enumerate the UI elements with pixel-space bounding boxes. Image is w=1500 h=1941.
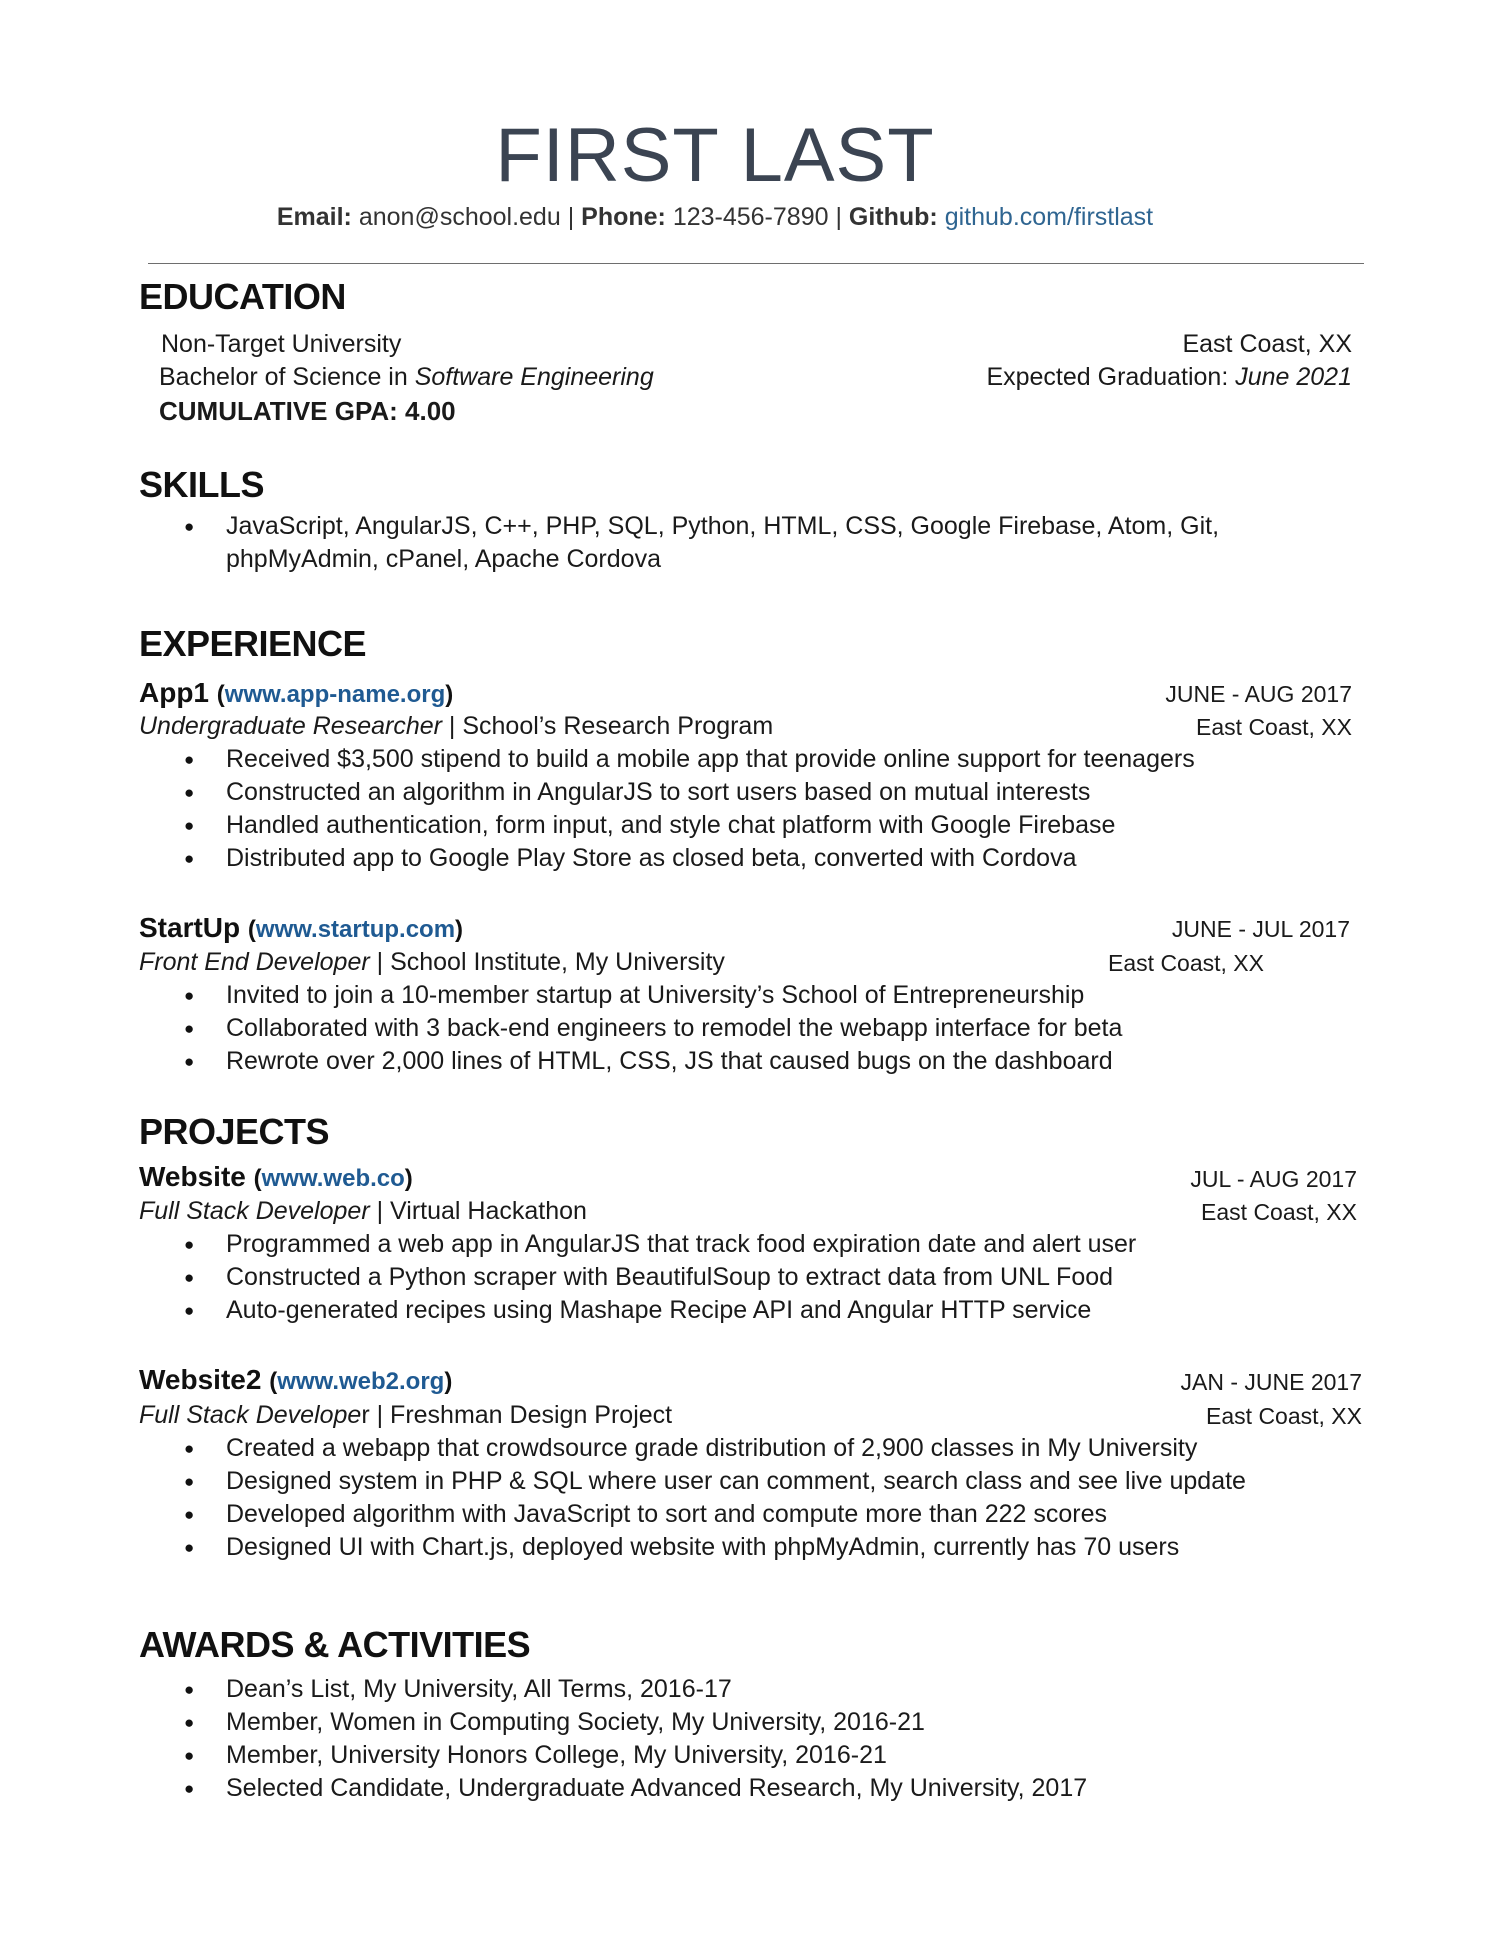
bullet-item: ● Invited to join a 10-member startup at University’s School of Entrepreneurship [184,979,1122,1012]
github-link[interactable]: github.com/firstlast [944,203,1154,231]
skills-list [184,510,1286,576]
entry-name: App1 [139,677,209,708]
bullet-item: ● Designed UI with Chart.js, deployed website with phpMyAdmin, currently has 70 users [184,1531,1246,1564]
entry-url-link[interactable]: www.web2.org [277,1368,445,1395]
entry-location: East Coast, XX [1201,1199,1357,1225]
bullet-item: ● Handled authentication, form input, and style chat platform with Google Firebase [184,809,1195,842]
entry-bullets [184,1228,1136,1327]
entry-org: | School’s Research Program [441,712,774,740]
entry-role: Front End Developer [139,948,370,976]
experience-heading: EXPERIENCE [139,623,367,664]
entry-role-line [139,714,773,739]
project-entry-title: Website (www.web.co) [139,1161,413,1192]
entry-role-line [139,1199,587,1224]
award-item: ● Selected Candidate, Undergraduate Advanced Research, My University, 2017 [184,1772,1087,1805]
entry-dates: JUNE - JUL 2017 [1171,916,1350,942]
github-label: Github: [848,203,938,231]
award-item: ● Member, Women in Computing Society, My University, 2016-21 [184,1706,1087,1739]
entry-name: StartUp [139,912,241,943]
entry-role-line [139,950,725,975]
award-item: ● Member, University Honors College, My University, 2016-21 [184,1739,1087,1772]
entry-location: East Coast, XX [1108,950,1264,976]
skills-item: ● JavaScript, AngularJS, C++, PHP, SQL, Python, HTML, CSS, Google Firebase, Atom, Git, phpMyAdmin, cPanel, Apache Cordova [184,510,1286,576]
bullet-item: ● Created a webapp that crowdsource grade distribution of 2,900 classes in My University [184,1432,1246,1465]
resume-name: FIRST LAST [495,113,935,198]
graduation-date: June 2021 [1235,363,1352,391]
entry-role: Full Stack Develope [139,1401,362,1429]
entry-dates: JUNE - AUG 2017 [1165,681,1352,707]
entry-role-line [139,1403,672,1428]
graduation-prefix: Expected Graduation: [986,363,1236,391]
email-value: anon@school.edu [358,203,561,231]
entry-url-link[interactable]: www.app-name.org [224,681,446,708]
entry-url-link[interactable]: www.startup.com [255,916,456,943]
skills-heading: SKILLS [139,464,265,505]
entry-role: Full Stack Developer [139,1197,370,1225]
bullet-item: ● Auto-generated recipes using Mashape Recipe API and Angular HTTP service [184,1294,1136,1327]
contact-separator: | [828,203,849,231]
bullet-item: ● Constructed a Python scraper with BeautifulSoup to extract data from UNL Food [184,1261,1136,1294]
entry-dates: JAN - JUNE 2017 [1180,1369,1362,1395]
bullet-item: ● Designed system in PHP & SQL where user can comment, search class and see live update [184,1465,1246,1498]
education-school: Non-Target University [161,330,402,358]
bullet-item: ● Developed algorithm with JavaScript to sort and compute more than 222 scores [184,1498,1246,1531]
degree-major: Software Engineering [414,363,654,391]
entry-dates: JUL - AUG 2017 [1190,1166,1357,1192]
entry-name: Website [139,1161,246,1192]
bullet-item: ● Programmed a web app in AngularJS that track food expiration date and alert user [184,1228,1136,1261]
award-item: ● Dean’s List, My University, All Terms, 2016-17 [184,1673,1087,1706]
bullet-item: ● Rewrote over 2,000 lines of HTML, CSS, JS that caused bugs on the dashboard [184,1045,1122,1078]
degree-prefix: Bachelor of Science in [159,363,415,391]
contact-line [0,203,1430,232]
entry-org: | Freshman Design Project [369,1401,673,1429]
entry-bullets [184,743,1195,875]
experience-entry-title: StartUp (www.startup.com) [139,912,464,943]
awards-heading: AWARDS & ACTIVITIES [139,1624,531,1665]
contact-separator: | [560,203,582,231]
entry-url-link[interactable]: www.web.co [261,1165,405,1192]
experience-entry-title: App1 (www.app-name.org) [139,677,454,708]
email-label: Email: [276,203,352,231]
education-graduation [986,365,1352,390]
entry-bullets [184,979,1122,1078]
header-divider [148,263,1364,264]
education-heading: EDUCATION [139,276,346,317]
entry-org: | School Institute, My University [369,948,725,976]
entry-name: Website2 [139,1364,262,1395]
bullet-item: ● Collaborated with 3 back-end engineers to remodel the webapp interface for beta [184,1012,1122,1045]
project-entry-title: Website2 (www.web2.org) [139,1364,453,1395]
education-degree [159,365,654,390]
projects-heading: PROJECTS [139,1111,330,1152]
entry-org: | Virtual Hackathon [369,1197,587,1225]
entry-location: East Coast, XX [1206,1403,1362,1429]
entry-role-tail: r [361,1401,370,1429]
entry-role: Undergraduate Researcher [139,712,442,740]
education-gpa: CUMULATIVE GPA: 4.00 [159,396,456,426]
education-location: East Coast, XX [1182,330,1352,358]
entry-bullets [184,1432,1246,1564]
bullet-item: ● Distributed app to Google Play Store as closed beta, converted with Cordova [184,842,1195,875]
phone-value: 123-456-7890 [672,203,829,231]
awards-list [184,1673,1087,1805]
bullet-item: ● Received $3,500 stipend to build a mobile app that provide online support for teenagers [184,743,1195,776]
phone-label: Phone: [581,203,666,231]
entry-location: East Coast, XX [1196,714,1352,740]
bullet-item: ● Constructed an algorithm in AngularJS to sort users based on mutual interests [184,776,1195,809]
